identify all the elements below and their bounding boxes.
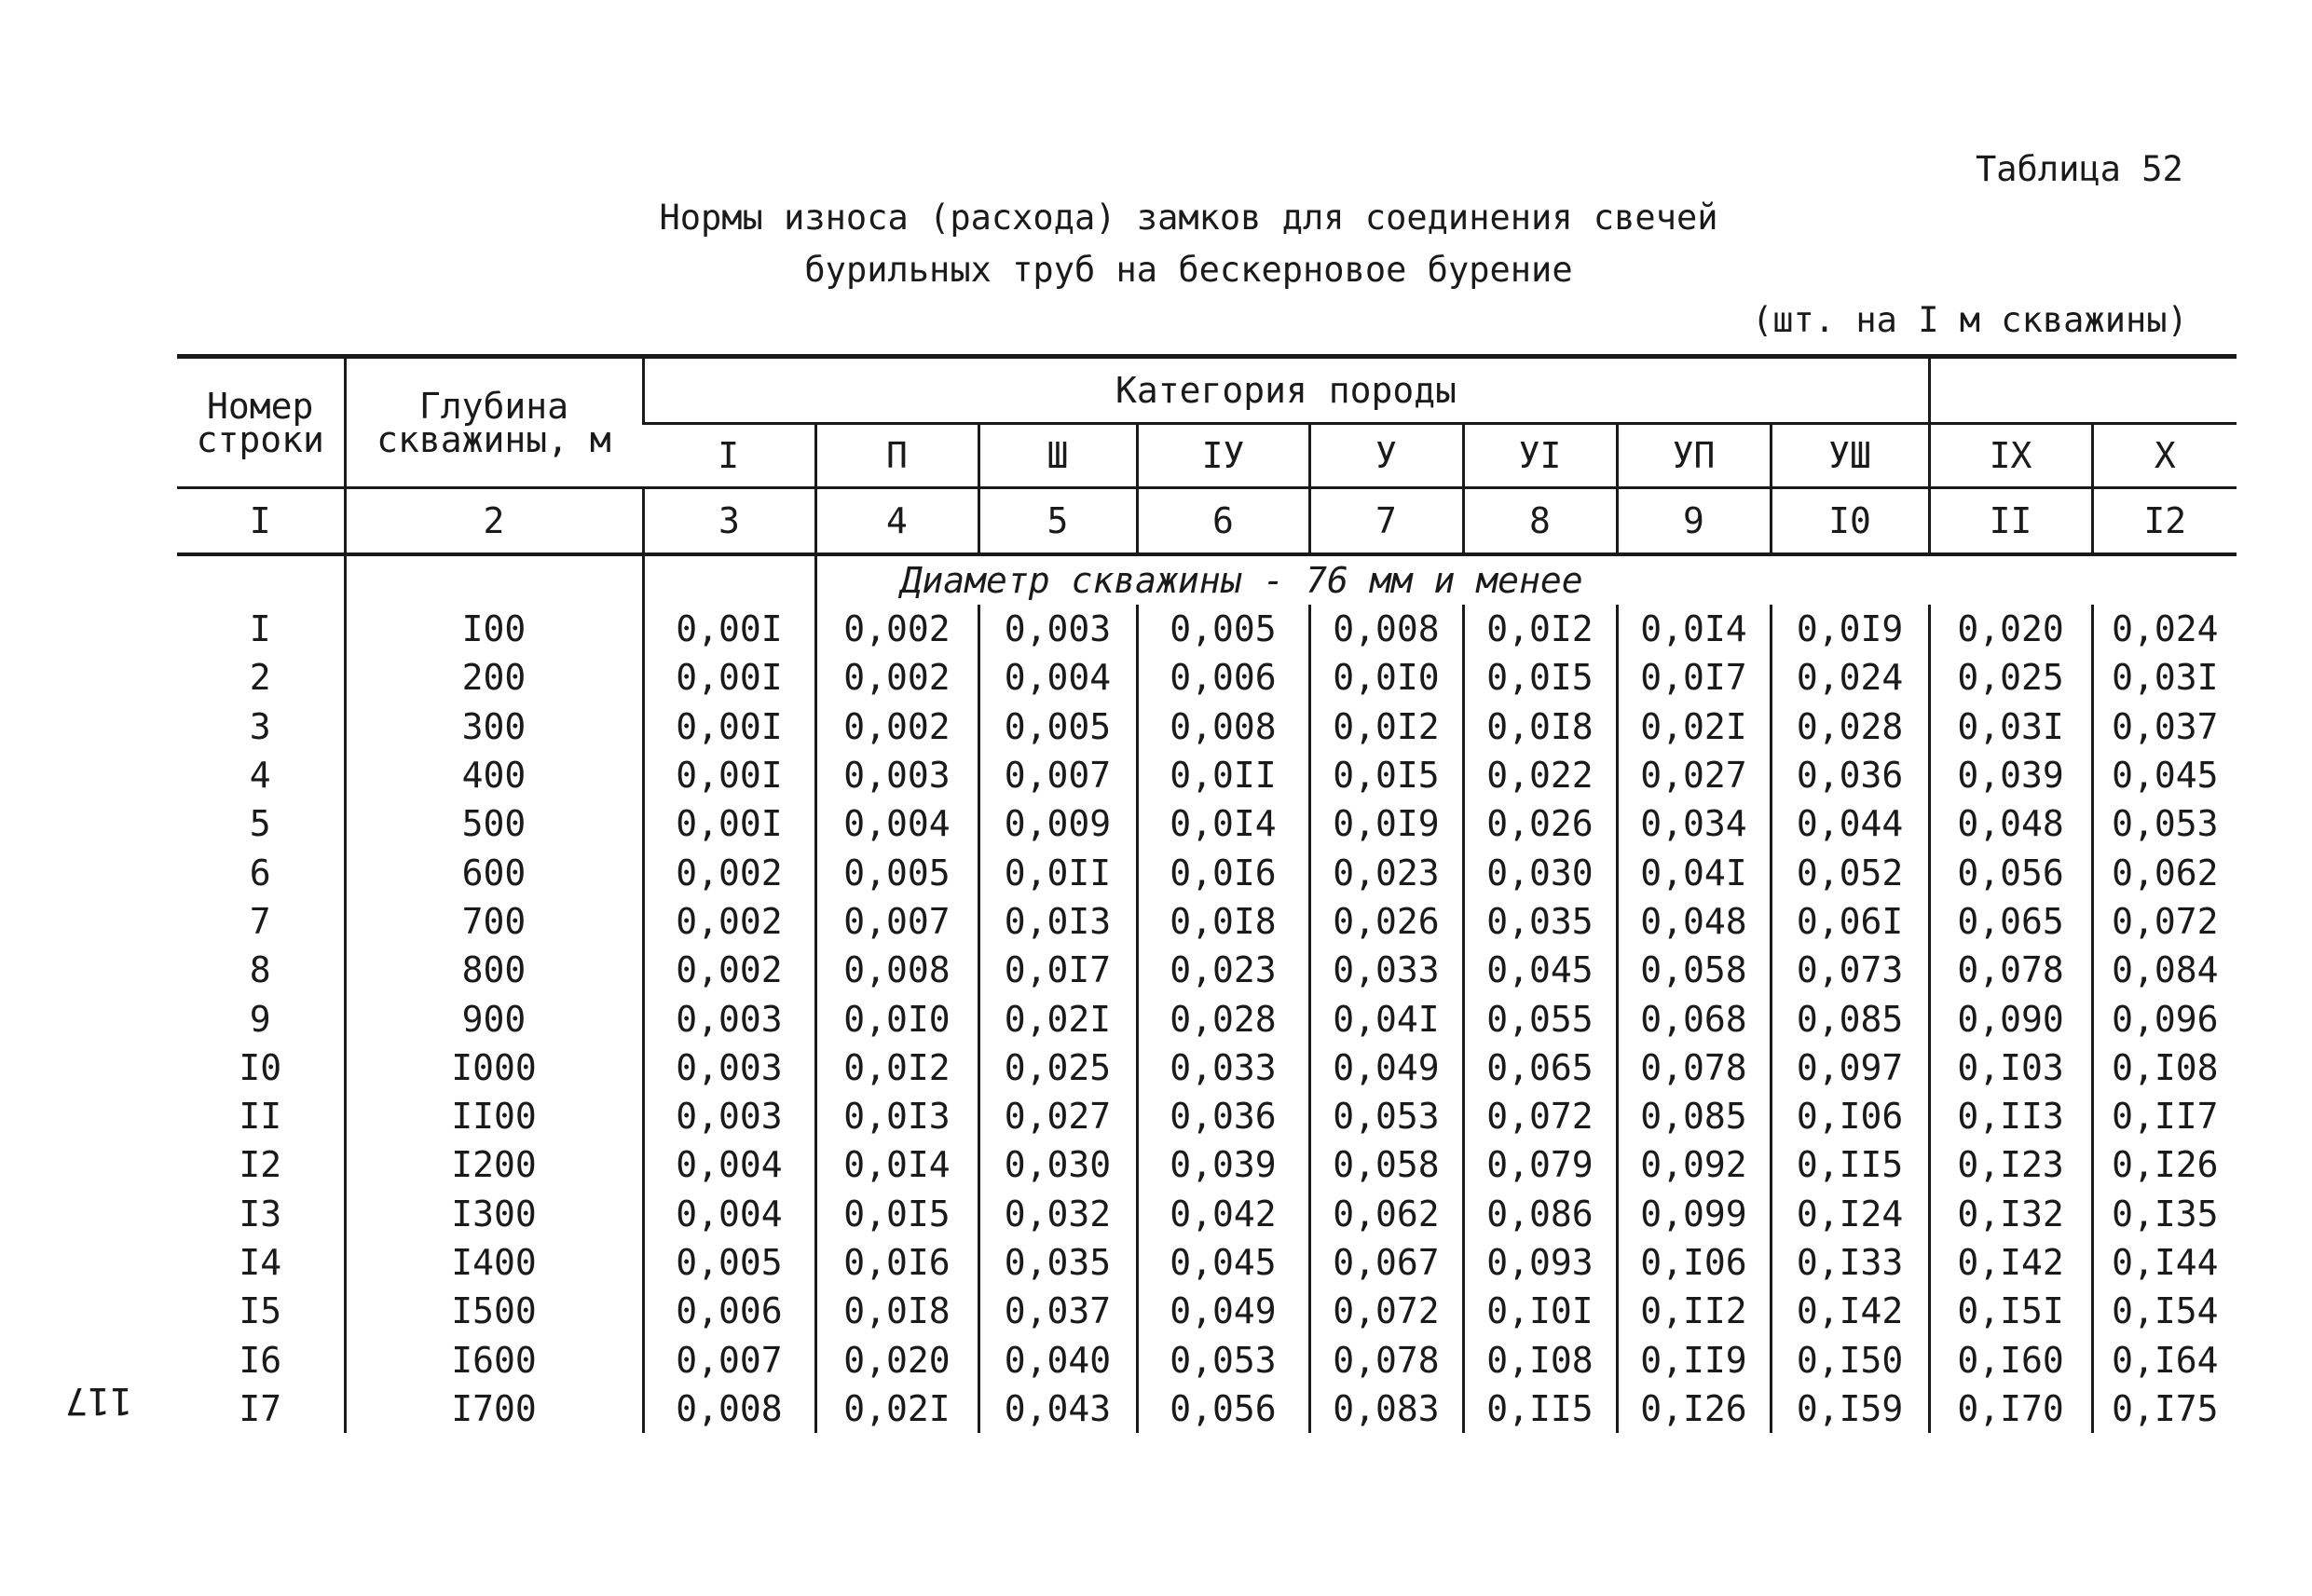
table-row bbox=[177, 751, 2237, 799]
row-number-cell: I bbox=[249, 608, 271, 650]
norm-value-cell: 0,025 bbox=[978, 1044, 1137, 1092]
category-header-6: УI bbox=[1463, 424, 1617, 488]
norm-value-cell: 0,065 bbox=[1463, 1044, 1617, 1092]
norm-value-cell: 0,043 bbox=[978, 1385, 1137, 1433]
norm-value-cell: 0,053 bbox=[1137, 1335, 1309, 1384]
depth-cell: I500 bbox=[345, 1287, 643, 1335]
norm-value-cell: 0,I59 bbox=[1771, 1385, 1929, 1433]
depth-cell: I600 bbox=[345, 1335, 643, 1384]
norm-value-cell: 0,004 bbox=[978, 653, 1137, 702]
column-number-10: I0 bbox=[1771, 488, 1929, 555]
row-number-cell: 8 bbox=[249, 949, 271, 991]
norm-value-cell: 0,026 bbox=[1309, 897, 1463, 946]
norm-value-cell: 0,092 bbox=[1617, 1140, 1771, 1189]
norm-value-cell: 0,0I7 bbox=[1617, 653, 1771, 702]
norm-value-cell: 0,045 bbox=[2092, 751, 2237, 799]
norm-value-cell: 0,II3 bbox=[1929, 1092, 2092, 1140]
category-header-7: УП bbox=[1617, 424, 1771, 488]
norm-value-cell: 0,00I bbox=[643, 703, 815, 751]
depth-cell: I200 bbox=[345, 1140, 643, 1189]
norm-value-cell: 0,0I0 bbox=[815, 994, 978, 1043]
norm-value-cell: 0,04I bbox=[1309, 994, 1463, 1043]
norm-value-cell: 0,055 bbox=[1463, 994, 1617, 1043]
norm-value-cell: 0,099 bbox=[1617, 1190, 1771, 1238]
norm-value-cell: 0,003 bbox=[815, 751, 978, 799]
norm-value-cell: 0,02I bbox=[1617, 703, 1771, 751]
norm-value-cell: 0,I42 bbox=[1929, 1238, 2092, 1287]
rock-category-header: Категория породы bbox=[643, 357, 1929, 424]
norm-value-cell: 0,II2 bbox=[1617, 1287, 1771, 1335]
table-row bbox=[177, 799, 2237, 848]
norm-value-cell: 0,0II bbox=[978, 848, 1137, 896]
table-row bbox=[177, 1287, 2237, 1335]
row-number-cell: 5 bbox=[249, 803, 271, 845]
norm-value-cell: 0,079 bbox=[1463, 1140, 1617, 1189]
norm-value-cell: 0,I44 bbox=[2092, 1238, 2237, 1287]
norm-value-cell: 0,083 bbox=[1309, 1385, 1463, 1433]
table-row bbox=[177, 1190, 2237, 1238]
column-number-3: 3 bbox=[643, 488, 815, 555]
norm-value-cell: 0,023 bbox=[1309, 848, 1463, 896]
depth-header: Глубина скважины, м bbox=[345, 357, 643, 488]
norm-value-cell: 0,003 bbox=[643, 1092, 815, 1140]
row-number-cell: I4 bbox=[239, 1242, 282, 1283]
norm-value-cell: 0,053 bbox=[2092, 799, 2237, 848]
norm-value-cell: 0,040 bbox=[978, 1335, 1137, 1384]
norm-value-cell: 0,II5 bbox=[1771, 1140, 1929, 1189]
column-number-1: I bbox=[177, 488, 345, 555]
norm-value-cell: 0,03I bbox=[2092, 653, 2237, 702]
norm-value-cell: 0,078 bbox=[1617, 1044, 1771, 1092]
norm-value-cell: 0,039 bbox=[1137, 1140, 1309, 1189]
norm-value-cell: 0,062 bbox=[1309, 1190, 1463, 1238]
norm-value-cell: 0,084 bbox=[2092, 946, 2237, 994]
column-number-6: 6 bbox=[1137, 488, 1309, 555]
row-number-cell: 2 bbox=[249, 657, 271, 699]
norm-value-cell: 0,026 bbox=[1463, 799, 1617, 848]
norm-value-cell: 0,I33 bbox=[1771, 1238, 1929, 1287]
norm-value-cell: 0,034 bbox=[1617, 799, 1771, 848]
norm-value-cell: 0,007 bbox=[643, 1335, 815, 1384]
column-number-11: II bbox=[1929, 488, 2092, 555]
norm-value-cell: 0,085 bbox=[1771, 994, 1929, 1043]
column-number-2: 2 bbox=[345, 488, 643, 555]
table-row bbox=[177, 605, 2237, 653]
depth-cell: I000 bbox=[345, 1044, 643, 1092]
norm-value-cell: 0,0I6 bbox=[815, 1238, 978, 1287]
category-header-3: Ш bbox=[978, 424, 1137, 488]
norm-value-cell: 0,002 bbox=[643, 946, 815, 994]
norm-value-cell: 0,035 bbox=[1463, 897, 1617, 946]
norm-value-cell: 0,006 bbox=[643, 1287, 815, 1335]
norm-value-cell: 0,033 bbox=[1137, 1044, 1309, 1092]
norm-value-cell: 0,085 bbox=[1617, 1092, 1771, 1140]
norm-value-cell: 0,I03 bbox=[1929, 1044, 2092, 1092]
norm-value-cell: 0,056 bbox=[1137, 1385, 1309, 1433]
norm-value-cell: 0,002 bbox=[643, 897, 815, 946]
norm-value-cell: 0,052 bbox=[1771, 848, 1929, 896]
column-number-7: 7 bbox=[1309, 488, 1463, 555]
norm-value-cell: 0,020 bbox=[1929, 605, 2092, 653]
depth-cell: I00 bbox=[345, 605, 643, 653]
norm-value-cell: 0,072 bbox=[1309, 1287, 1463, 1335]
norm-value-cell: 0,033 bbox=[1309, 946, 1463, 994]
norm-value-cell: 0,I75 bbox=[2092, 1385, 2237, 1433]
norm-value-cell: 0,024 bbox=[2092, 605, 2237, 653]
table-row bbox=[177, 1092, 2237, 1140]
norm-value-cell: 0,0I2 bbox=[815, 1044, 978, 1092]
norm-value-cell: 0,036 bbox=[1137, 1092, 1309, 1140]
norm-value-cell: 0,0I8 bbox=[815, 1287, 978, 1335]
norm-value-cell: 0,03I bbox=[1929, 703, 2092, 751]
norm-value-cell: 0,062 bbox=[2092, 848, 2237, 896]
norm-value-cell: 0,0I3 bbox=[815, 1092, 978, 1140]
depth-cell: 800 bbox=[345, 946, 643, 994]
norm-value-cell: 0,049 bbox=[1137, 1287, 1309, 1335]
norm-value-cell: 0,02I bbox=[815, 1385, 978, 1433]
norm-value-cell: 0,035 bbox=[978, 1238, 1137, 1287]
norm-value-cell: 0,097 bbox=[1771, 1044, 1929, 1092]
norm-value-cell: 0,078 bbox=[1929, 946, 2092, 994]
norm-value-cell: 0,I54 bbox=[2092, 1287, 2237, 1335]
category-header-10: X bbox=[2092, 424, 2237, 488]
norm-value-cell: 0,028 bbox=[1771, 703, 1929, 751]
depth-cell: 900 bbox=[345, 994, 643, 1043]
norm-value-cell: 0,027 bbox=[1617, 751, 1771, 799]
column-number-8: 8 bbox=[1463, 488, 1617, 555]
norm-value-cell: 0,0I7 bbox=[978, 946, 1137, 994]
norm-value-cell: 0,056 bbox=[1929, 848, 2092, 896]
norm-value-cell: 0,058 bbox=[1309, 1140, 1463, 1189]
norm-value-cell: 0,I06 bbox=[1771, 1092, 1929, 1140]
norm-value-cell: 0,023 bbox=[1137, 946, 1309, 994]
table-title-line-1: Нормы износа (расхода) замков для соединения свечей bbox=[659, 198, 1718, 238]
norm-value-cell: 0,049 bbox=[1309, 1044, 1463, 1092]
norm-value-cell: 0,0I9 bbox=[1309, 799, 1463, 848]
table-row bbox=[177, 897, 2237, 946]
category-header-1: I bbox=[643, 424, 815, 488]
page-number: 117 bbox=[65, 1379, 133, 1422]
norm-value-cell: 0,004 bbox=[643, 1140, 815, 1189]
norm-value-cell: 0,I70 bbox=[1929, 1385, 2092, 1433]
norm-value-cell: 0,I06 bbox=[1617, 1238, 1771, 1287]
norm-value-cell: 0,00I bbox=[643, 799, 815, 848]
norm-value-cell: 0,0I8 bbox=[1137, 897, 1309, 946]
norm-value-cell: 0,004 bbox=[815, 799, 978, 848]
norm-value-cell: 0,002 bbox=[815, 703, 978, 751]
row-number-cell: 6 bbox=[249, 852, 271, 893]
norm-value-cell: 0,0I6 bbox=[1137, 848, 1309, 896]
norm-value-cell: 0,005 bbox=[643, 1238, 815, 1287]
norm-value-cell: 0,096 bbox=[2092, 994, 2237, 1043]
norm-value-cell: 0,00I bbox=[643, 605, 815, 653]
depth-cell: 600 bbox=[345, 848, 643, 896]
norm-value-cell: 0,048 bbox=[1929, 799, 2092, 848]
norm-value-cell: 0,008 bbox=[643, 1385, 815, 1433]
category-header-9: IX bbox=[1929, 424, 2092, 488]
table-title-line-2: бурильных труб на бескерновое бурение bbox=[804, 250, 1573, 290]
norm-value-cell: 0,I50 bbox=[1771, 1335, 1929, 1384]
norm-value-cell: 0,022 bbox=[1463, 751, 1617, 799]
norm-value-cell: 0,0I9 bbox=[1771, 605, 1929, 653]
norm-value-cell: 0,045 bbox=[1137, 1238, 1309, 1287]
norm-value-cell: 0,030 bbox=[978, 1140, 1137, 1189]
norm-value-cell: 0,039 bbox=[1929, 751, 2092, 799]
norm-value-cell: 0,I42 bbox=[1771, 1287, 1929, 1335]
norm-value-cell: 0,I64 bbox=[2092, 1335, 2237, 1384]
units-note: (шт. на I м скважины) bbox=[1752, 300, 2188, 340]
row-number-cell: I7 bbox=[239, 1387, 282, 1429]
norm-value-cell: 0,067 bbox=[1309, 1238, 1463, 1287]
category-header-4: IУ bbox=[1137, 424, 1309, 488]
norm-value-cell: 0,II5 bbox=[1463, 1385, 1617, 1433]
norm-value-cell: 0,0I5 bbox=[1463, 653, 1617, 702]
table-row bbox=[177, 848, 2237, 896]
category-header-5: У bbox=[1309, 424, 1463, 488]
norm-value-cell: 0,036 bbox=[1771, 751, 1929, 799]
norm-value-cell: 0,003 bbox=[978, 605, 1137, 653]
norm-value-cell: 0,078 bbox=[1309, 1335, 1463, 1384]
norm-value-cell: 0,008 bbox=[1309, 605, 1463, 653]
column-number-4: 4 bbox=[815, 488, 978, 555]
norm-value-cell: 0,044 bbox=[1771, 799, 1929, 848]
norm-value-cell: 0,053 bbox=[1309, 1092, 1463, 1140]
category-header-2: П bbox=[815, 424, 978, 488]
depth-cell: I700 bbox=[345, 1385, 643, 1433]
norm-value-cell: 0,II9 bbox=[1617, 1335, 1771, 1384]
norm-value-cell: 0,0I2 bbox=[1463, 605, 1617, 653]
norm-value-cell: 0,I35 bbox=[2092, 1190, 2237, 1238]
depth-cell: 200 bbox=[345, 653, 643, 702]
norm-value-cell: 0,0I0 bbox=[1309, 653, 1463, 702]
row-number-header: Номер строки bbox=[177, 357, 345, 488]
row-number-cell: 7 bbox=[249, 900, 271, 942]
depth-cell: 300 bbox=[345, 703, 643, 751]
table-row bbox=[177, 1044, 2237, 1092]
norm-value-cell: 0,0I4 bbox=[1617, 605, 1771, 653]
norm-value-cell: 0,0I2 bbox=[1309, 703, 1463, 751]
norm-value-cell: 0,065 bbox=[1929, 897, 2092, 946]
norm-value-cell: 0,0I3 bbox=[978, 897, 1137, 946]
norm-value-cell: 0,058 bbox=[1617, 946, 1771, 994]
norm-value-cell: 0,I08 bbox=[1463, 1335, 1617, 1384]
norm-value-cell: 0,0I5 bbox=[815, 1190, 978, 1238]
norm-value-cell: 0,027 bbox=[978, 1092, 1137, 1140]
norm-value-cell: 0,005 bbox=[1137, 605, 1309, 653]
depth-cell: I400 bbox=[345, 1238, 643, 1287]
depth-cell: 500 bbox=[345, 799, 643, 848]
row-number-cell: I2 bbox=[239, 1144, 282, 1186]
norm-value-cell: 0,I23 bbox=[1929, 1140, 2092, 1189]
table-number: Таблица 52 bbox=[1976, 149, 2183, 189]
norm-value-cell: 0,045 bbox=[1463, 946, 1617, 994]
norm-value-cell: 0,I32 bbox=[1929, 1190, 2092, 1238]
norm-value-cell: 0,005 bbox=[978, 703, 1137, 751]
norm-value-cell: 0,093 bbox=[1463, 1238, 1617, 1287]
norm-value-cell: 0,009 bbox=[978, 799, 1137, 848]
norm-value-cell: 0,068 bbox=[1617, 994, 1771, 1043]
norm-value-cell: 0,008 bbox=[815, 946, 978, 994]
norm-value-cell: 0,I08 bbox=[2092, 1044, 2237, 1092]
table-row bbox=[177, 1238, 2237, 1287]
norm-value-cell: 0,002 bbox=[815, 653, 978, 702]
column-number-12: I2 bbox=[2092, 488, 2237, 555]
depth-cell: II00 bbox=[345, 1092, 643, 1140]
norm-value-cell: 0,037 bbox=[2092, 703, 2237, 751]
table-row bbox=[177, 994, 2237, 1043]
norm-value-cell: 0,025 bbox=[1929, 653, 2092, 702]
norm-value-cell: 0,0I5 bbox=[1309, 751, 1463, 799]
norm-value-cell: 0,086 bbox=[1463, 1190, 1617, 1238]
norm-value-cell: 0,II7 bbox=[2092, 1092, 2237, 1140]
table-row bbox=[177, 1335, 2237, 1384]
wear-norms-table bbox=[177, 354, 2237, 1433]
norm-value-cell: 0,I26 bbox=[2092, 1140, 2237, 1189]
row-number-cell: 9 bbox=[249, 998, 271, 1040]
norm-value-cell: 0,032 bbox=[978, 1190, 1137, 1238]
table-row bbox=[177, 1140, 2237, 1189]
norm-value-cell: 0,0I4 bbox=[1137, 799, 1309, 848]
norm-value-cell: 0,003 bbox=[643, 1044, 815, 1092]
norm-value-cell: 0,090 bbox=[1929, 994, 2092, 1043]
norm-value-cell: 0,037 bbox=[978, 1287, 1137, 1335]
norm-value-cell: 0,I26 bbox=[1617, 1385, 1771, 1433]
section-label: Диаметр скважины - 76 мм и менее bbox=[815, 554, 2237, 605]
norm-value-cell: 0,004 bbox=[643, 1190, 815, 1238]
norm-value-cell: 0,I5I bbox=[1929, 1287, 2092, 1335]
norm-value-cell: 0,042 bbox=[1137, 1190, 1309, 1238]
norm-value-cell: 0,006 bbox=[1137, 653, 1309, 702]
table-row bbox=[177, 653, 2237, 702]
table-row bbox=[177, 1385, 2237, 1433]
norm-value-cell: 0,003 bbox=[643, 994, 815, 1043]
norm-value-cell: 0,007 bbox=[815, 897, 978, 946]
norm-value-cell: 0,0I4 bbox=[815, 1140, 978, 1189]
norm-value-cell: 0,0II bbox=[1137, 751, 1309, 799]
row-number-cell: 4 bbox=[249, 755, 271, 797]
table-row bbox=[177, 946, 2237, 994]
row-number-cell: II bbox=[239, 1096, 282, 1138]
row-number-cell: 3 bbox=[249, 705, 271, 747]
depth-cell: 400 bbox=[345, 751, 643, 799]
norm-value-cell: 0,04I bbox=[1617, 848, 1771, 896]
norm-value-cell: 0,06I bbox=[1771, 897, 1929, 946]
norm-value-cell: 0,02I bbox=[978, 994, 1137, 1043]
norm-value-cell: 0,007 bbox=[978, 751, 1137, 799]
norm-value-cell: 0,I24 bbox=[1771, 1190, 1929, 1238]
norm-value-cell: 0,072 bbox=[1463, 1092, 1617, 1140]
norm-value-cell: 0,00I bbox=[643, 751, 815, 799]
norm-value-cell: 0,030 bbox=[1463, 848, 1617, 896]
norm-value-cell: 0,024 bbox=[1771, 653, 1929, 702]
norm-value-cell: 0,002 bbox=[815, 605, 978, 653]
rock-category-header-continued bbox=[1929, 357, 2237, 424]
norm-value-cell: 0,002 bbox=[643, 848, 815, 896]
row-number-cell: I5 bbox=[239, 1290, 282, 1332]
norm-value-cell: 0,048 bbox=[1617, 897, 1771, 946]
column-number-5: 5 bbox=[978, 488, 1137, 555]
depth-cell: I300 bbox=[345, 1190, 643, 1238]
norm-value-cell: 0,008 bbox=[1137, 703, 1309, 751]
row-number-cell: I6 bbox=[239, 1339, 282, 1381]
depth-cell: 700 bbox=[345, 897, 643, 946]
norm-value-cell: 0,020 bbox=[815, 1335, 978, 1384]
norm-value-cell: 0,072 bbox=[2092, 897, 2237, 946]
row-number-cell: I3 bbox=[239, 1193, 282, 1235]
column-number-9: 9 bbox=[1617, 488, 1771, 555]
category-header-8: УШ bbox=[1771, 424, 1929, 488]
norm-value-cell: 0,I0I bbox=[1463, 1287, 1617, 1335]
row-number-cell: I0 bbox=[239, 1046, 282, 1088]
norm-value-cell: 0,I60 bbox=[1929, 1335, 2092, 1384]
table-row bbox=[177, 703, 2237, 751]
norm-value-cell: 0,005 bbox=[815, 848, 978, 896]
norm-value-cell: 0,00I bbox=[643, 653, 815, 702]
norm-value-cell: 0,028 bbox=[1137, 994, 1309, 1043]
norm-value-cell: 0,073 bbox=[1771, 946, 1929, 994]
norm-value-cell: 0,0I8 bbox=[1463, 703, 1617, 751]
